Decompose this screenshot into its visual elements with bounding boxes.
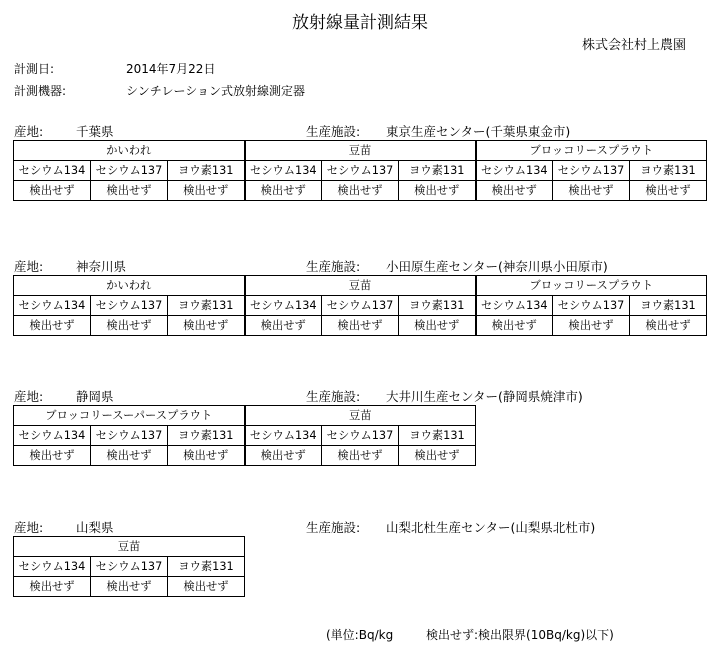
product-header-row xyxy=(14,537,245,557)
result-cell: 検出せず xyxy=(399,446,476,466)
section-header xyxy=(14,518,714,536)
facility-label: 生産施設: xyxy=(306,124,361,139)
origin-value: 千葉県 xyxy=(76,124,114,139)
result-cell: 検出せず xyxy=(14,316,91,336)
product-name-cell: 豆苗 xyxy=(245,141,476,161)
isotope-header-cell: セシウム134 xyxy=(245,296,322,316)
result-cell: 検出せず xyxy=(245,316,322,336)
measurement-device-row xyxy=(14,82,305,99)
product-name-cell: かいわれ xyxy=(14,141,245,161)
result-cell: 検出せず xyxy=(91,316,168,336)
measurement-date-value: 2014年7月22日 xyxy=(126,62,216,76)
isotope-header-cell: ヨウ素131 xyxy=(168,557,245,577)
results-table xyxy=(13,405,476,466)
result-cell: 検出せず xyxy=(399,181,476,201)
facility-value: 東京生産センター(千葉県東金市) xyxy=(386,124,571,139)
product-name-cell: 豆苗 xyxy=(14,537,245,557)
document-title: 放射線量計測結果 xyxy=(292,13,428,33)
isotope-header-cell: セシウム134 xyxy=(14,557,91,577)
result-row xyxy=(14,181,707,201)
result-cell: 検出せず xyxy=(91,181,168,201)
result-cell: 検出せず xyxy=(91,577,168,597)
result-cell: 検出せず xyxy=(399,316,476,336)
result-cell: 検出せず xyxy=(14,577,91,597)
isotope-header-row xyxy=(14,426,476,446)
isotope-header-cell: セシウム134 xyxy=(245,426,322,446)
isotope-header-cell: セシウム137 xyxy=(553,161,630,181)
result-cell: 検出せず xyxy=(168,446,245,466)
results-table xyxy=(13,275,707,336)
isotope-header-cell: セシウム137 xyxy=(91,557,168,577)
isotope-header-cell: セシウム137 xyxy=(322,161,399,181)
isotope-header-cell: セシウム134 xyxy=(14,296,91,316)
product-name-cell: ブロッコリースプラウト xyxy=(476,276,707,296)
result-cell: 検出せず xyxy=(630,316,707,336)
isotope-header-cell: セシウム134 xyxy=(476,296,553,316)
isotope-header-cell: セシウム137 xyxy=(553,296,630,316)
measurement-device-label: 計測機器: xyxy=(14,84,67,98)
isotope-header-cell: セシウム134 xyxy=(476,161,553,181)
result-cell: 検出せず xyxy=(168,577,245,597)
result-cell: 検出せず xyxy=(91,446,168,466)
measurement-device-value: シンチレーション式放射線測定器 xyxy=(126,84,305,98)
result-row xyxy=(14,446,476,466)
isotope-header-cell: セシウム137 xyxy=(91,161,168,181)
isotope-header-cell: セシウム137 xyxy=(322,426,399,446)
result-cell: 検出せず xyxy=(322,316,399,336)
origin-value: 静岡県 xyxy=(76,389,114,404)
result-cell: 検出せず xyxy=(322,181,399,201)
isotope-header-row xyxy=(14,161,707,181)
isotope-header-cell: ヨウ素131 xyxy=(168,161,245,181)
facility-value: 山梨北杜生産センター(山梨県北杜市) xyxy=(386,520,596,535)
product-name-cell: かいわれ xyxy=(14,276,245,296)
result-cell: 検出せず xyxy=(476,316,553,336)
origin-label: 産地: xyxy=(14,124,44,139)
product-name-cell: 豆苗 xyxy=(245,406,476,426)
isotope-header-cell: ヨウ素131 xyxy=(168,296,245,316)
result-cell: 検出せず xyxy=(168,316,245,336)
result-cell: 検出せず xyxy=(14,446,91,466)
product-name-cell: ブロッコリースーパースプラウト xyxy=(14,406,245,426)
isotope-header-cell: セシウム134 xyxy=(245,161,322,181)
isotope-header-cell: セシウム134 xyxy=(14,426,91,446)
result-cell: 検出せず xyxy=(553,316,630,336)
origin-label: 産地: xyxy=(14,259,44,274)
section-header xyxy=(14,122,714,140)
isotope-header-cell: セシウム137 xyxy=(91,296,168,316)
origin-value: 山梨県 xyxy=(76,520,114,535)
company-name: 株式会社村上農園 xyxy=(581,38,686,53)
unit-note: (単位:Bq/kg xyxy=(326,628,394,642)
isotope-header-cell: ヨウ素131 xyxy=(399,296,476,316)
isotope-header-cell: セシウム134 xyxy=(14,161,91,181)
result-row xyxy=(14,577,245,597)
origin-label: 産地: xyxy=(14,389,44,404)
result-cell: 検出せず xyxy=(476,181,553,201)
result-cell: 検出せず xyxy=(322,446,399,466)
isotope-header-cell: ヨウ素131 xyxy=(399,426,476,446)
isotope-header-cell: セシウム137 xyxy=(91,426,168,446)
detection-limit-note: 検出せず:検出限界(10Bq/kg)以下) xyxy=(426,628,614,642)
measurement-date-row xyxy=(14,60,215,77)
results-table xyxy=(13,536,245,597)
facility-label: 生産施設: xyxy=(306,389,361,404)
result-cell: 検出せず xyxy=(245,446,322,466)
isotope-header-row xyxy=(14,557,245,577)
result-cell: 検出せず xyxy=(630,181,707,201)
product-header-row xyxy=(14,276,707,296)
isotope-header-row xyxy=(14,296,707,316)
product-header-row xyxy=(14,141,707,161)
isotope-header-cell: ヨウ素131 xyxy=(630,161,707,181)
facility-value: 小田原生産センター(神奈川県小田原市) xyxy=(386,259,608,274)
origin-value: 神奈川県 xyxy=(76,259,127,274)
origin-label: 産地: xyxy=(14,520,44,535)
isotope-header-cell: ヨウ素131 xyxy=(399,161,476,181)
product-header-row xyxy=(14,406,476,426)
result-cell: 検出せず xyxy=(245,181,322,201)
facility-value: 大井川生産センター(静岡県焼津市) xyxy=(386,389,583,404)
product-name-cell: ブロッコリースプラウト xyxy=(476,141,707,161)
results-table xyxy=(13,140,707,201)
footer-note xyxy=(326,626,614,643)
result-cell: 検出せず xyxy=(553,181,630,201)
isotope-header-cell: ヨウ素131 xyxy=(168,426,245,446)
isotope-header-cell: ヨウ素131 xyxy=(630,296,707,316)
section-header xyxy=(14,387,714,405)
result-cell: 検出せず xyxy=(14,181,91,201)
result-row xyxy=(14,316,707,336)
result-cell: 検出せず xyxy=(168,181,245,201)
product-name-cell: 豆苗 xyxy=(245,276,476,296)
facility-label: 生産施設: xyxy=(306,259,361,274)
section-header xyxy=(14,257,714,275)
facility-label: 生産施設: xyxy=(306,520,361,535)
measurement-date-label: 計測日: xyxy=(14,62,55,76)
isotope-header-cell: セシウム137 xyxy=(322,296,399,316)
